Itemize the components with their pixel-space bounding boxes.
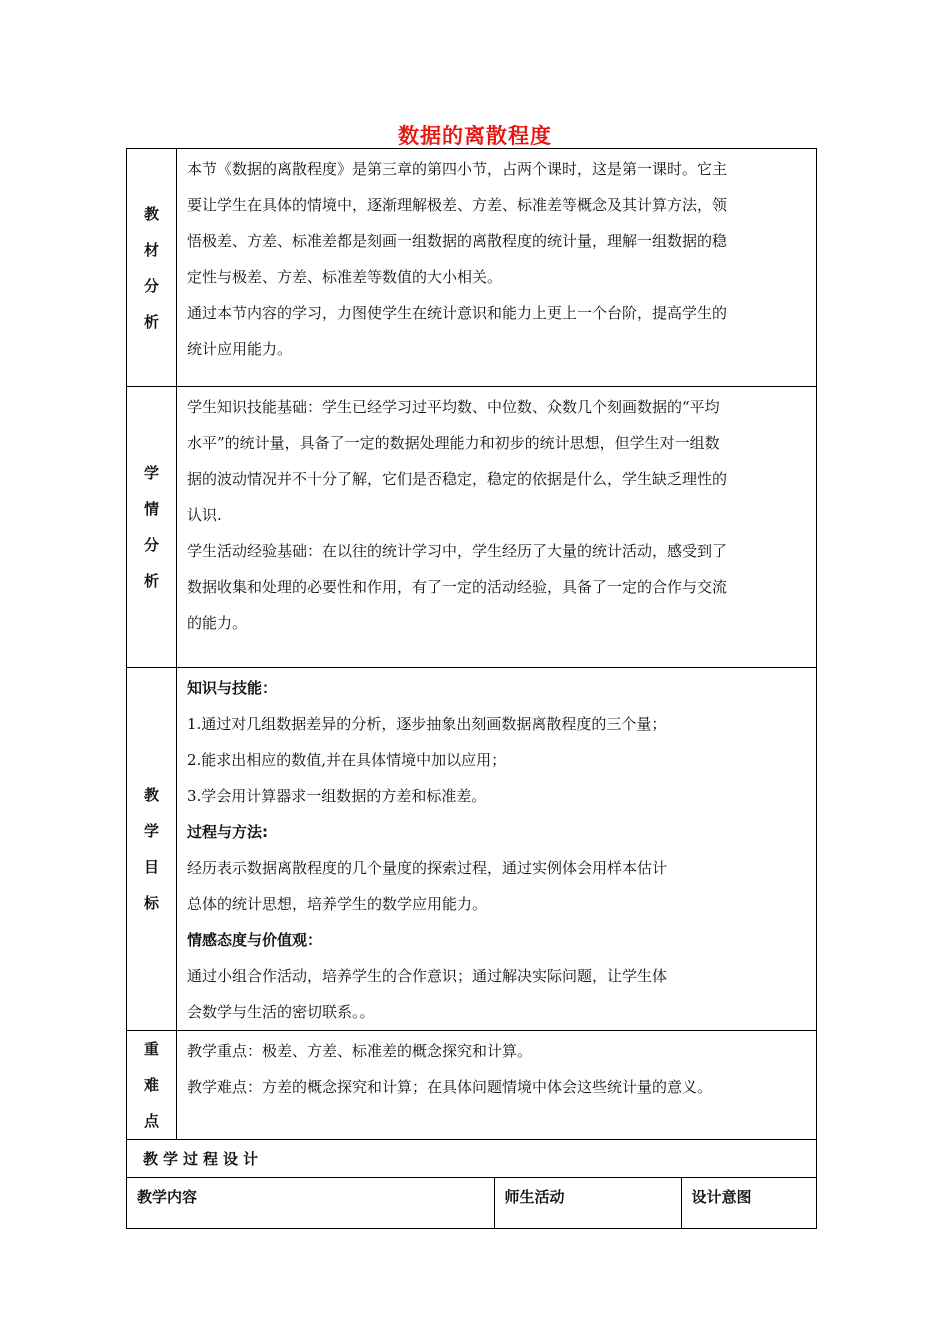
material-analysis-heading: 教 材 分 析	[127, 149, 177, 387]
column-headers	[127, 1178, 816, 1228]
column-design-intent: 设计意图	[691, 1188, 752, 1206]
column-teacher-student-activity: 师生活动	[494, 1178, 681, 1228]
column-teaching-content: 教学内容	[127, 1178, 494, 1228]
emotion-values-title: 情感态度与价值观：	[187, 931, 323, 949]
process-design-heading: 教学过程设计	[127, 1140, 817, 1178]
key-points-heading: 重 难 点	[127, 1031, 177, 1140]
teaching-goals-heading: 教 学 目 标	[127, 668, 177, 1031]
student-analysis-content: 学生知识技能基础：学生已经学习过平均数、中位数、众数几个刻画数据的“平均 水平”的统计量，具备了一定的数据处理能力和初步的统计思想，但学生对一组数 据的波动情况并不十分了解，它们是否稳定，稳定的依据是什么，学生缺乏理性的 认识. 学生活动经验基础：在以往的统计学习中，学生经历了大量的统计活动，感受到了 数据收集和处理的必要性和作用，有了一定的活动经验，具备了一定的合作与交流 的能力。	[177, 387, 817, 668]
knowledge-skills-title: 知识与技能：	[187, 679, 278, 697]
key-points-row	[127, 1031, 817, 1140]
column-header-row	[127, 1178, 817, 1229]
student-analysis-heading: 学 情 分 析	[127, 387, 177, 668]
lesson-plan-table	[126, 148, 817, 1229]
teaching-goals-row	[127, 668, 817, 1031]
student-analysis-row	[127, 387, 817, 668]
key-points-content: 教学重点：极差、方差、标准差的概念探究和计算。 教学难点：方差的概念探究和计算；在具体问题情境中体会这些统计量的意义。	[177, 1031, 817, 1140]
material-analysis-content: 本节《数据的离散程度》是第三章的第四小节，占两个课时，这是第一课时。它主 要让学生在具体的情境中，逐渐理解极差、方差、标准差等概念及其计算方法，领 悟极差、方差、标准差都是刻画一组数据的离散程度的统计量，理解一组数据的稳 定性与极差、方差、标准差等数值的大小相关。 通过本节内容的学习，力图使学生在统计意识和能力上更上一个台阶，提高学生的 统计应用能力。	[177, 149, 817, 387]
page-title: 数据的离散程度	[398, 124, 552, 148]
process-design-row	[127, 1140, 817, 1178]
teaching-goals-content: 知识与技能： 1.通过对几组数据差异的分析，逐步抽象出刻画数据离散程度的三个量； 2.能求出相应的数值,并在具体情境中加以应用； 3.学会用计算器求一组数据的方差和标准差。 过程与方法: 经历表示数据离散程度的几个量度的探索过程，通过实例体会用样本估计 总体的统计思想，培养学生的数学应用能力。 情感态度与价值观： 通过小组合作活动，培养学生的合作意识；通过解决实际问题，让学生体 会数学与生活的密切联系。。	[177, 668, 817, 1031]
process-methods-title: 过程与方法:	[187, 823, 268, 841]
material-analysis-row	[127, 149, 817, 387]
